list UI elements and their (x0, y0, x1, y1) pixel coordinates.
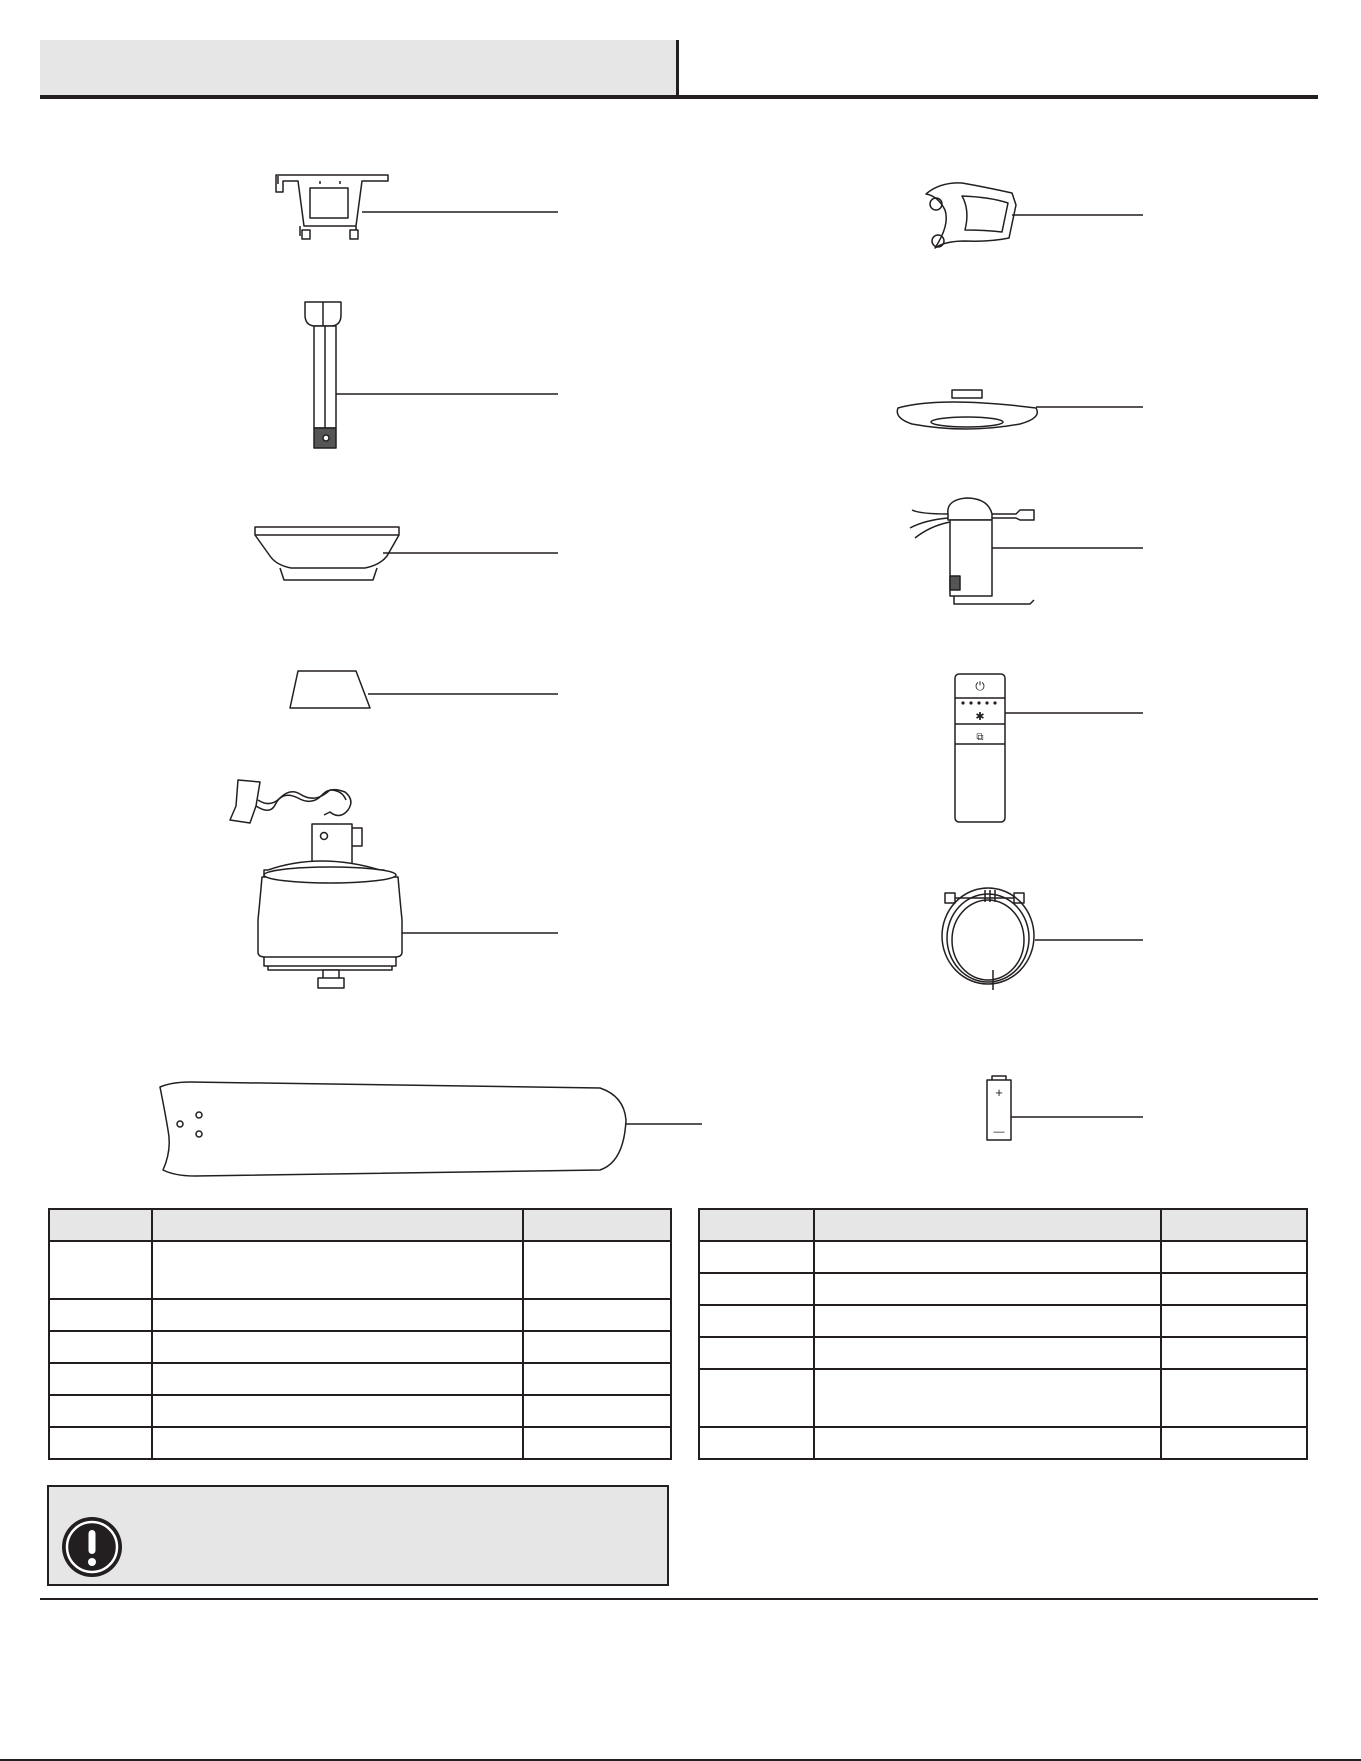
cell-description (814, 1369, 1162, 1427)
coupling-cover-illustration (290, 671, 558, 708)
table-row (699, 1427, 1307, 1459)
cell-quantity (1161, 1305, 1307, 1337)
table-row (49, 1427, 671, 1459)
cell-quantity (1161, 1337, 1307, 1369)
cell-part (49, 1299, 152, 1331)
table-row (699, 1241, 1307, 1273)
cell-quantity (1161, 1241, 1307, 1273)
col-header-part (49, 1209, 152, 1241)
cell-part (699, 1241, 814, 1273)
cell-quantity (1161, 1273, 1307, 1305)
battery-minus-label: — (993, 1126, 1005, 1138)
cell-quantity (523, 1427, 671, 1459)
table-row (49, 1395, 671, 1427)
light-icon: ⧉ (976, 732, 984, 743)
cell-part (49, 1427, 152, 1459)
fan-icon: ✱ (975, 710, 985, 723)
cell-description (152, 1395, 524, 1427)
cell-quantity (523, 1299, 671, 1331)
notice-box (47, 1485, 669, 1586)
motor-assembly-illustration (230, 780, 558, 988)
table-header-row (699, 1209, 1307, 1241)
light-kit-cover-illustration (897, 390, 1143, 429)
mounting-bracket-illustration (276, 175, 558, 239)
cell-description (814, 1273, 1162, 1305)
wire-harness-illustration (942, 888, 1143, 990)
cell-part (49, 1241, 152, 1299)
table-row (49, 1331, 671, 1363)
parts-table-right (698, 1208, 1308, 1460)
downrod-illustration (305, 302, 558, 448)
power-icon: ⏻ (975, 679, 985, 693)
col-header-quantity (1161, 1209, 1307, 1241)
cell-description (814, 1427, 1162, 1459)
cell-description (152, 1427, 524, 1459)
cell-part (699, 1427, 814, 1459)
cell-description (152, 1331, 524, 1363)
cell-description (814, 1305, 1162, 1337)
cell-quantity (523, 1241, 671, 1299)
table-row (699, 1337, 1307, 1369)
col-header-quantity (523, 1209, 671, 1241)
table-header-row (49, 1209, 671, 1241)
canopy-illustration (255, 527, 558, 580)
cell-part (699, 1369, 814, 1427)
cell-part (699, 1337, 814, 1369)
table-row (699, 1273, 1307, 1305)
cell-description (814, 1337, 1162, 1369)
col-header-part (699, 1209, 814, 1241)
cell-part (49, 1395, 152, 1427)
exclamation-circle-icon (60, 1515, 124, 1579)
remote-control-illustration (955, 674, 1143, 822)
table-row (49, 1241, 671, 1299)
footer-rule (40, 1598, 1318, 1600)
cell-part (699, 1273, 814, 1305)
col-header-description (814, 1209, 1162, 1241)
cell-part (699, 1305, 814, 1337)
cell-quantity (523, 1395, 671, 1427)
col-header-description (152, 1209, 524, 1241)
table-row (49, 1299, 671, 1331)
cell-quantity (523, 1331, 671, 1363)
cell-description (152, 1299, 524, 1331)
table-row (699, 1305, 1307, 1337)
cell-quantity (1161, 1427, 1307, 1459)
cell-part (49, 1331, 152, 1363)
battery-plus-label: + (995, 1085, 1003, 1100)
cell-description (152, 1241, 524, 1299)
cell-quantity (523, 1363, 671, 1395)
cell-part (49, 1363, 152, 1395)
receiver-illustration (910, 498, 1143, 604)
table-row (699, 1369, 1307, 1427)
cell-description (814, 1241, 1162, 1273)
blade-arm-illustration (926, 183, 1143, 248)
battery-illustration (987, 1076, 1143, 1140)
parts-table-left (48, 1208, 672, 1460)
table-row (49, 1363, 671, 1395)
cell-quantity (1161, 1369, 1307, 1427)
fan-blade-illustration (160, 1082, 702, 1176)
cell-description (152, 1363, 524, 1395)
